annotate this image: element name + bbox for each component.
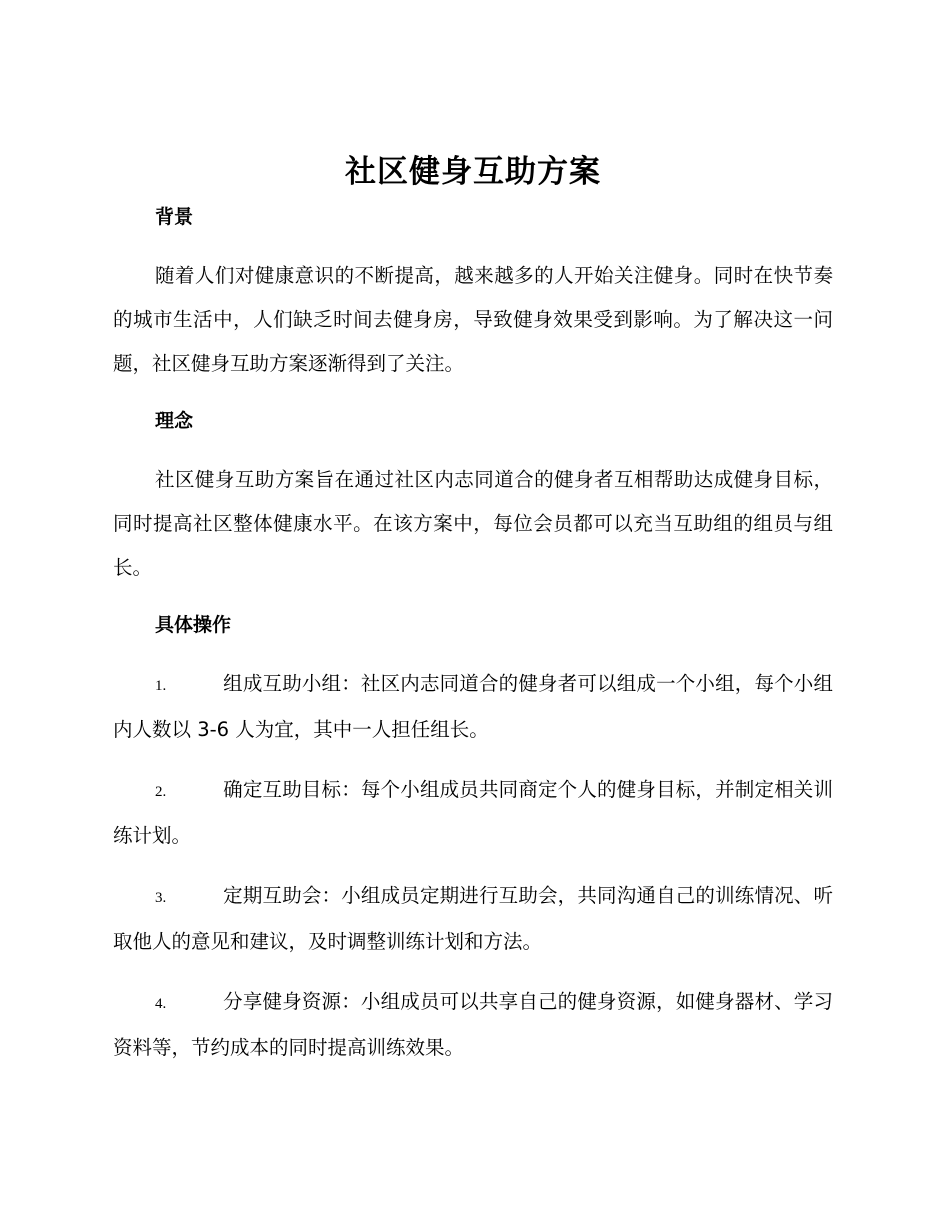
- section-heading-concept: 理念: [155, 410, 194, 432]
- list-item-text: 定期互助会：小组成员定期进行互助会，共同沟通自己的训练情况、听取他人的意见和建议，及时调整训练计划和方法。: [113, 884, 833, 953]
- list-item-text: 分享健身资源：小组成员可以共享自己的健身资源，如健身器材、学习资料等，节约成本的同时提高训练效果。: [113, 990, 833, 1059]
- section-heading-background: 背景: [155, 206, 194, 228]
- background-paragraph: 随着人们对健康意识的不断提高，越来越多的人开始关注健身。同时在快节奏的城市生活中，人们缺乏时间去健身房，导致健身效果受到影响。为了解决这一问题，社区健身互助方案逐渐得到了关注。: [113, 264, 833, 375]
- section-heading-operations: 具体操作: [155, 614, 232, 636]
- list-item: [113, 980, 833, 1070]
- list-item-number: 3.: [155, 890, 167, 906]
- list-item-text: 组成互助小组：社区内志同道合的健身者可以组成一个小组，每个小组内人数以 3-6 人为宜，其中一人担任组长。: [113, 672, 833, 741]
- list-item: [113, 874, 833, 964]
- document-page: [113, 150, 833, 1086]
- list-item: [113, 662, 833, 752]
- list-item-number: 1.: [155, 678, 167, 694]
- list-item-text: 确定互助目标：每个小组成员共同商定个人的健身目标，并制定相关训练计划。: [113, 778, 833, 847]
- list-item-number: 4.: [155, 996, 167, 1012]
- document-title: 社区健身互助方案: [345, 154, 601, 190]
- list-item: [113, 768, 833, 858]
- list-item-number: 2.: [155, 784, 167, 800]
- concept-paragraph: 社区健身互助方案旨在通过社区内志同道合的健身者互相帮助达成健身目标，同时提高社区整体健康水平。在该方案中，每位会员都可以充当互助组的组员与组长。: [113, 468, 833, 579]
